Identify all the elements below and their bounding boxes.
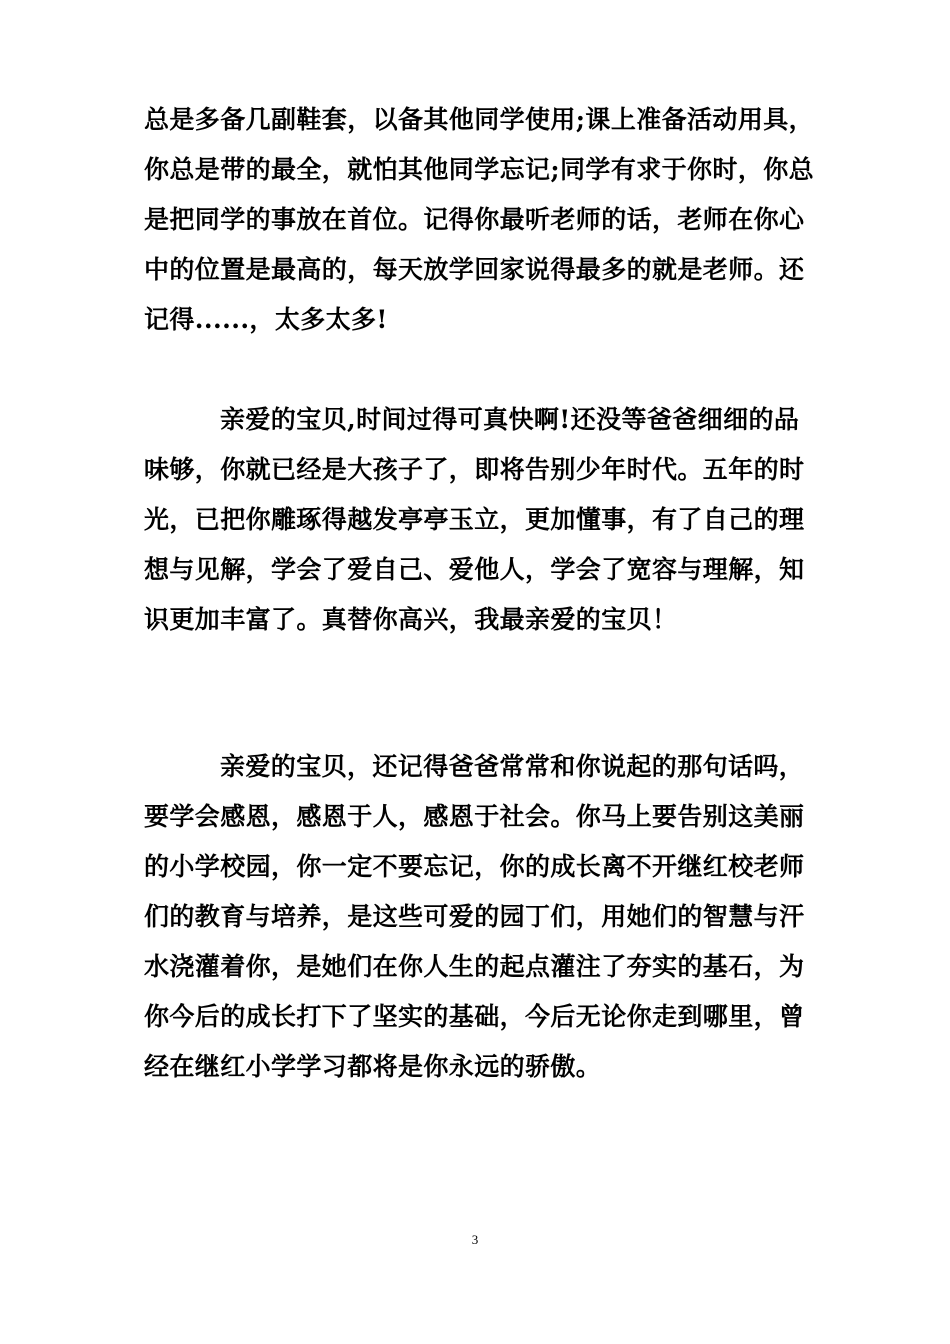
paragraph-line: 的小学校园，你一定不要忘记，你的成长离不开继红校老师: [144, 852, 805, 881]
paragraph-3: [144, 742, 806, 1092]
page-number: 3: [471, 1232, 479, 1247]
paragraph-line: 亲爱的宝贝，还记得爸爸常常和你说起的那句话吗，: [220, 752, 805, 781]
paragraph-line: 亲爱的宝贝,时间过得可真快啊!还没等爸爸细细的品: [220, 405, 800, 434]
paragraph-line: 光，已把你雕琢得越发亭亭玉立，更加懂事，有了自己的理: [144, 505, 805, 534]
paragraph-line: 中的位置是最高的，每天放学回家说得最多的就是老师。还: [144, 255, 805, 284]
paragraph-line: 你今后的成长打下了坚实的基础，今后无论你走到哪里，曾: [144, 1002, 805, 1031]
paragraph-line: 是把同学的事放在首位。记得你最听老师的话，老师在你心: [144, 205, 805, 234]
paragraph-line: 记得......，太多太多!: [144, 305, 388, 334]
paragraph-2: [144, 395, 806, 645]
paragraph-line: 总是多备几副鞋套，以备其他同学使用;课上准备活动用具，: [144, 105, 815, 134]
paragraph-line: 你总是带的最全，就怕其他同学忘记;同学有求于你时，你总: [144, 155, 815, 184]
paragraph-line: 味够，你就已经是大孩子了，即将告别少年时代。五年的时: [144, 455, 805, 484]
paragraph-line: 想与见解，学会了爱自己、爱他人，学会了宽容与理解，知: [144, 555, 805, 584]
paragraph-line: 水浇灌着你，是她们在你人生的起点灌注了夯实的基石，为: [144, 952, 805, 981]
paragraph-1: [144, 95, 815, 345]
paragraph-line: 经在继红小学学习都将是你永远的骄傲。: [144, 1052, 602, 1081]
paragraph-line: 要学会感恩，感恩于人，感恩于社会。你马上要告别这美丽: [144, 802, 805, 831]
paragraph-line: 识更加丰富了。真替你高兴，我最亲爱的宝贝！: [144, 605, 678, 634]
paragraph-line: 们的教育与培养，是这些可爱的园丁们，用她们的智慧与汗: [144, 902, 805, 931]
